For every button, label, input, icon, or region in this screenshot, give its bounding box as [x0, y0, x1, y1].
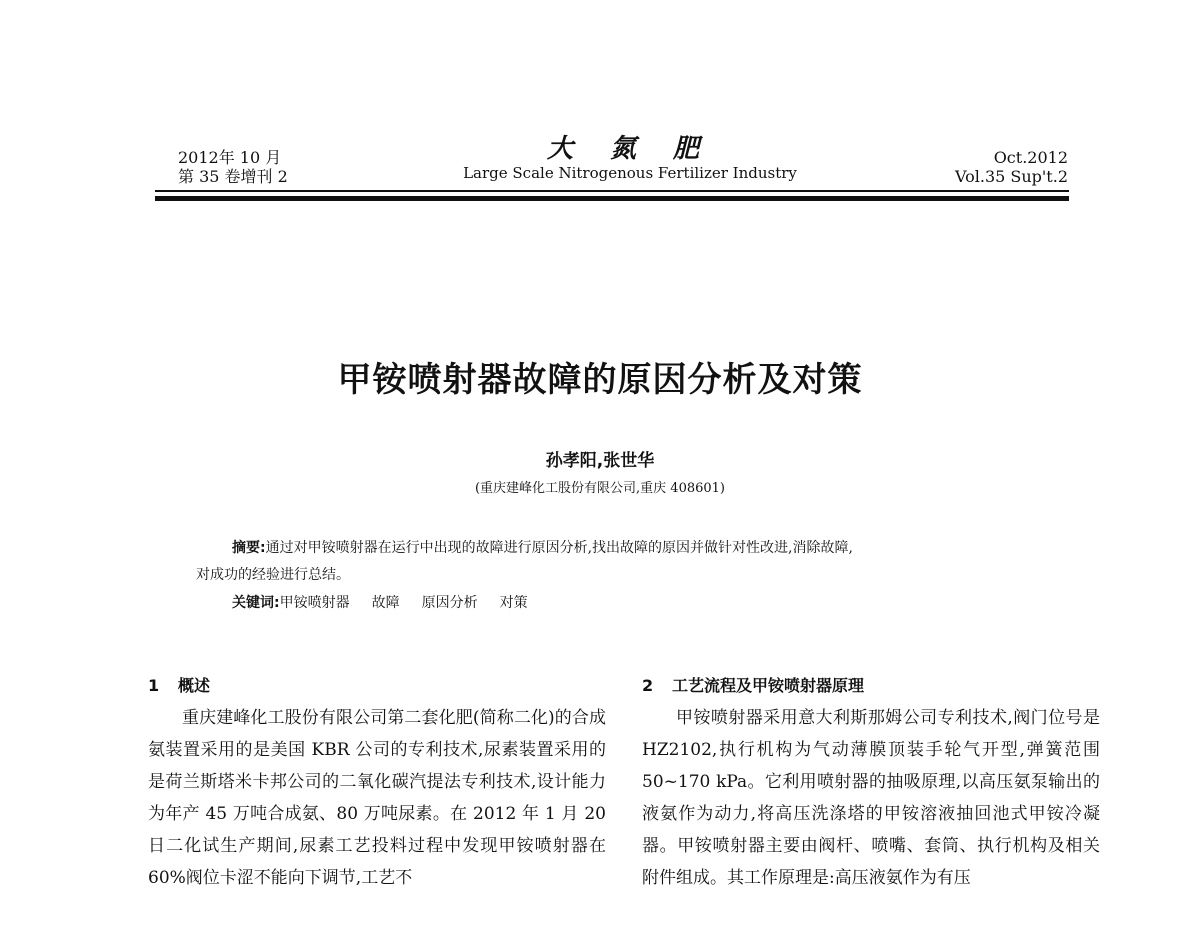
section-1-title: 概述 — [178, 676, 211, 695]
keyword: 甲铵喷射器 — [279, 595, 350, 611]
header-rule-thin — [155, 190, 1069, 192]
article-authors: 孙孝阳,张世华 — [545, 451, 655, 471]
keywords — [232, 592, 550, 612]
keyword: 故障 — [371, 595, 400, 611]
header-rule-thick — [155, 196, 1069, 201]
section-1-number: 1 — [148, 676, 160, 695]
abstract-label: 摘要: — [232, 540, 266, 556]
header-right — [955, 148, 1068, 186]
journal-logo: 大 氮 肥 — [546, 134, 714, 164]
section-1-heading — [148, 676, 606, 696]
issue-date-en: Oct.2012 — [993, 148, 1068, 167]
abstract-line-2: 对成功的经验进行总结。 — [196, 567, 350, 583]
abstract-text-1: 通过对甲铵喷射器在运行中出现的故障进行原因分析,找出故障的原因并做针对性改进,消除故障, — [265, 540, 853, 556]
keywords-label: 关键词: — [232, 595, 280, 611]
abstract — [196, 535, 1056, 589]
section-2-body: 甲铵喷射器采用意大利斯那姆公司专利技术,阀门位号是 HZ2102,执行机构为气动薄膜顶装手轮气开型,弹簧范围 50~170 kPa。它利用喷射器的抽吸原理,以高压氨泵输出的液氨作为动力,将高压洗涤塔的甲铵溶液抽回池式甲铵冷凝器。甲铵喷射器主要由阀杆、喷嘴、套筒、执行机构及相关附件组成。其工作原理是:高压液氨作为有压 — [642, 708, 1100, 888]
section-1-body: 重庆建峰化工股份有限公司第二套化肥(简称二化)的合成氨装置采用的是美国 KBR 公司的专利技术,尿素装置采用的是荷兰斯塔米卡邦公司的二氧化碳汽提法专利技术,设计能力为年产 45 万吨合成氨、80 万吨尿素。在 2012 年 1 月 20 日二化试生产期间,尿素工艺投料过程中发现甲铵喷射器在 60%阀位卡涩不能向下调节,工艺不 — [148, 708, 606, 888]
journal-english-name: Large Scale Nitrogenous Fertilizer Industry — [463, 164, 797, 182]
volume-cn: 第 35 卷增刊 2 — [178, 167, 288, 186]
section-2-title: 工艺流程及甲铵喷射器原理 — [672, 676, 865, 695]
section-2-heading — [642, 676, 1100, 696]
article-affiliation: (重庆建峰化工股份有限公司,重庆 408601) — [474, 481, 726, 496]
issue-date-cn: 2012年 10 月 — [178, 148, 282, 167]
right-column — [642, 676, 1100, 894]
article-title: 甲铵喷射器故障的原因分析及对策 — [337, 360, 863, 400]
left-column — [148, 676, 606, 894]
journal-masthead — [440, 134, 820, 182]
section-2-number: 2 — [642, 676, 654, 695]
keyword: 对策 — [499, 595, 528, 611]
keyword: 原因分析 — [421, 595, 478, 611]
volume-en: Vol.35 Sup't.2 — [955, 167, 1068, 186]
abstract-line-1 — [196, 535, 1056, 562]
header-left — [178, 148, 288, 186]
